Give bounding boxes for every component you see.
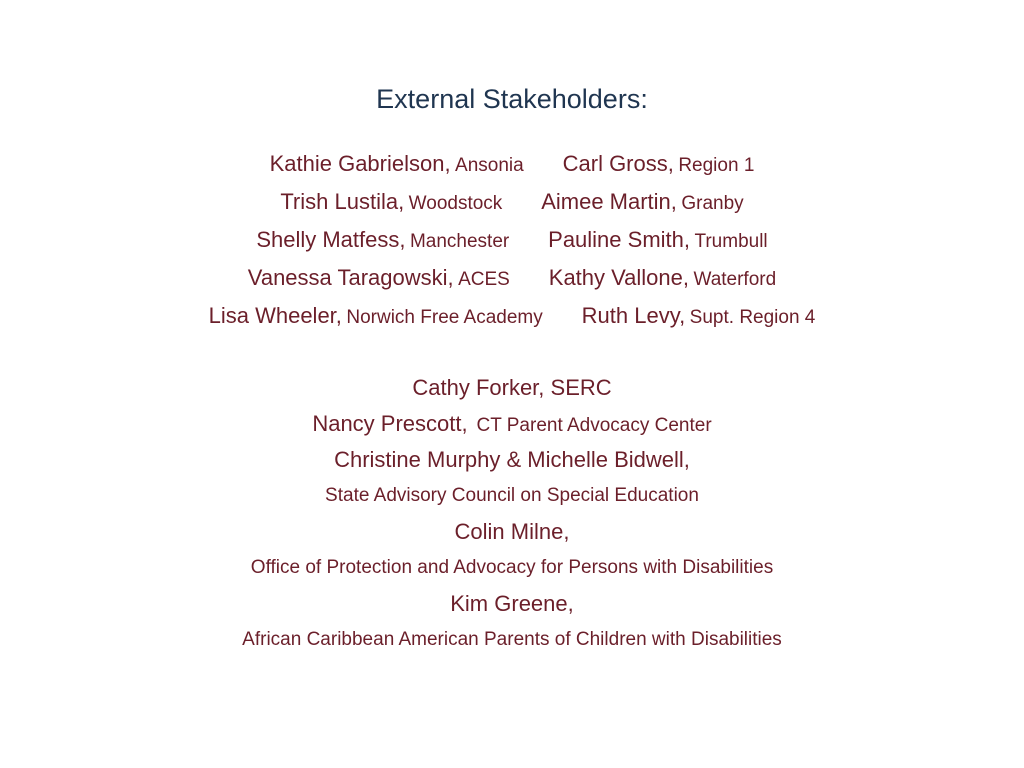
stakeholder-pair-row <box>0 183 1024 221</box>
stakeholder-name: Carl Gross, <box>562 151 674 176</box>
stakeholder-location: Granby <box>681 193 744 214</box>
stakeholder-name: Kathy Vallone, <box>548 265 690 290</box>
stakeholder-name: Kathie Gabrielson, <box>269 151 451 176</box>
stakeholder-pair-row <box>0 221 1024 259</box>
stakeholder-organization: State Advisory Council on Special Education <box>325 485 699 506</box>
stakeholder-name: Vanessa Taragowski, <box>247 265 454 290</box>
stakeholder-location: Woodstock <box>408 193 503 214</box>
stakeholder-location: Waterford <box>693 269 777 290</box>
stakeholder-location: Region 1 <box>678 155 755 176</box>
stakeholder-name: Shelly Matfess, <box>256 227 406 252</box>
stakeholder-location: Ansonia <box>455 155 524 176</box>
stakeholder-location: ACES <box>458 269 510 290</box>
stakeholder-name: Lisa Wheeler, <box>208 303 342 328</box>
stakeholder-name: Nancy Prescott, <box>312 411 468 436</box>
stakeholder-name: Trish Lustila, <box>280 189 405 214</box>
stakeholder-prescott <box>0 406 1024 442</box>
stakeholder-milne: Colin Milne, <box>454 519 570 544</box>
stakeholder-greene: Kim Greene, <box>450 591 574 616</box>
stakeholder-forker: Cathy Forker, SERC <box>412 375 612 400</box>
stakeholder-organization: CT Parent Advocacy Center <box>476 415 712 436</box>
stakeholder-pairs <box>0 145 1024 335</box>
stakeholder-pair-row <box>0 145 1024 183</box>
stakeholder-murphy-bidwell: Christine Murphy & Michelle Bidwell, <box>334 447 690 472</box>
stakeholder-name: Pauline Smith, <box>548 227 690 252</box>
stakeholder-organization: Office of Protection and Advocacy for Persons with Disabilities <box>250 557 774 578</box>
stakeholder-organization: African Caribbean American Parents of Children with Disabilities <box>242 629 782 650</box>
stakeholder-location: Norwich Free Academy <box>346 307 543 328</box>
organization-stakeholders <box>0 370 1024 658</box>
stakeholder-location: Supt. Region 4 <box>689 307 816 328</box>
stakeholder-pair-row <box>0 259 1024 297</box>
slide-title: External Stakeholders: <box>376 84 648 114</box>
stakeholder-pair-row <box>0 297 1024 335</box>
stakeholder-location: Manchester <box>409 231 510 252</box>
stakeholder-location: Trumbull <box>694 231 768 252</box>
stakeholder-name: Ruth Levy, <box>581 303 686 328</box>
stakeholder-name: Aimee Martin, <box>541 189 677 214</box>
